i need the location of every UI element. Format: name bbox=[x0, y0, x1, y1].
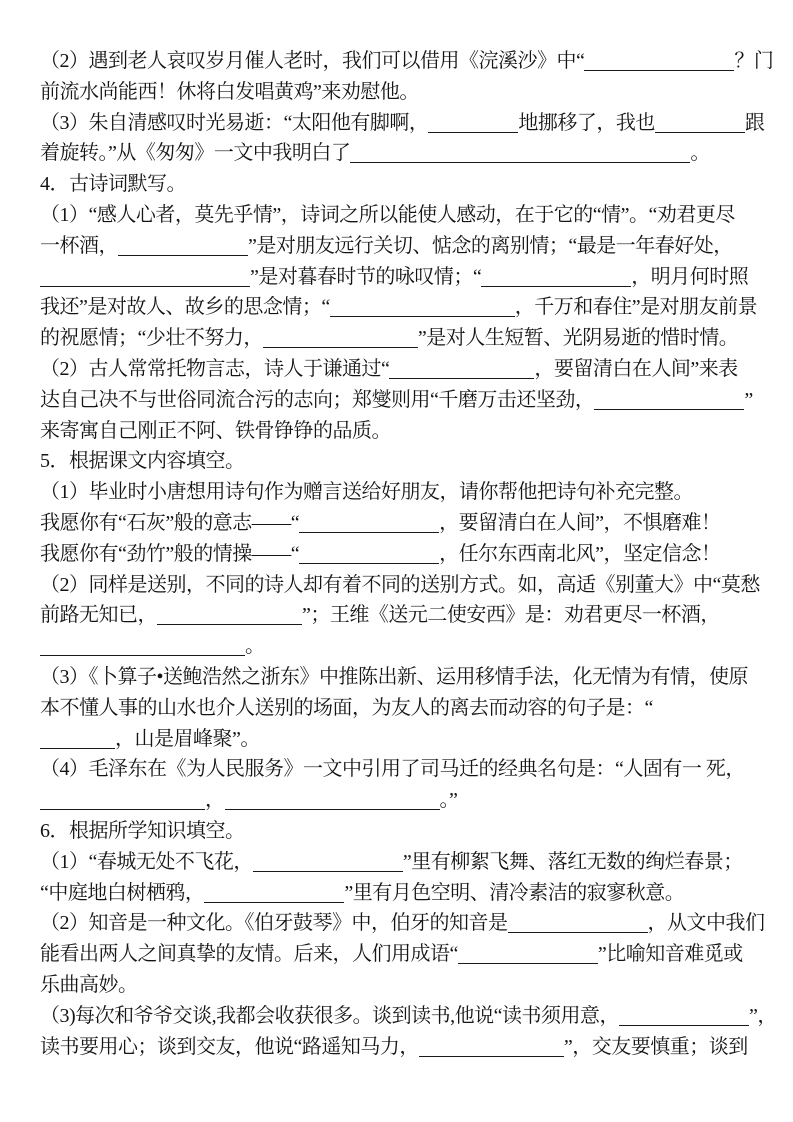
fill-in-blank bbox=[389, 361, 534, 379]
text-line bbox=[40, 385, 765, 416]
fill-in-blank bbox=[299, 546, 439, 564]
text-run: 一杯酒， bbox=[40, 234, 118, 257]
text-run: 地挪移了，我也 bbox=[518, 111, 655, 134]
text-run: ”是对暮春时节的咏叹情；“ bbox=[250, 265, 482, 288]
text-run: 的祝愿情；“少壮不努力， bbox=[40, 327, 263, 350]
text-line bbox=[40, 1001, 777, 1032]
text-run: （2）古人常常托物言志，诗人于谦通过“ bbox=[40, 357, 390, 380]
fill-in-blank bbox=[508, 915, 648, 933]
text-run: 读书要用心；谈到交友，他说“路遥知马力， bbox=[40, 1035, 419, 1058]
text-line bbox=[40, 354, 765, 385]
text-line bbox=[40, 908, 765, 939]
text-line bbox=[40, 724, 765, 755]
fill-in-blank bbox=[40, 792, 205, 810]
fill-in-blank bbox=[619, 1008, 749, 1026]
text-run: 来寄寓自己刚正不阿、铁骨铮铮的品质。 bbox=[40, 419, 391, 442]
text-run: ”里有柳絮飞舞、落红无数的绚烂春景； bbox=[402, 850, 743, 873]
text-run: 5．根据课文内容填空。 bbox=[40, 450, 245, 473]
fill-in-blank bbox=[428, 115, 518, 133]
text-line bbox=[40, 878, 765, 909]
text-line bbox=[40, 200, 765, 231]
text-run: （2）同样是送别，不同的诗人却有着不同的送别方式。如，高适《别董大》中“莫愁 bbox=[40, 573, 760, 596]
text-run: ，要留清白在人间”，不惧磨难！ bbox=[439, 511, 721, 534]
fill-in-blank bbox=[40, 731, 115, 749]
text-run: 本不懂人事的山水也介人送别的场面，为友人的离去而动容的句子是：“ bbox=[40, 696, 653, 719]
text-line bbox=[40, 508, 765, 539]
text-run: ， bbox=[205, 789, 225, 812]
text-line bbox=[40, 46, 774, 77]
fill-in-blank bbox=[419, 1039, 564, 1057]
text-run: 。 bbox=[690, 142, 710, 165]
text-run: （4）毛泽东在《为人民服务》一文中引用了司马迁的经典名句是：“人固有一 死， bbox=[40, 758, 745, 781]
text-line bbox=[40, 847, 765, 878]
text-run: ”是对朋友远行关切、惦念的离别情；“最是一年春好处， bbox=[248, 234, 733, 257]
text-line bbox=[40, 816, 765, 847]
text-line bbox=[40, 108, 765, 139]
fill-in-blank bbox=[225, 792, 440, 810]
text-line bbox=[40, 477, 765, 508]
text-run: 6．根据所学知识填空。 bbox=[40, 819, 245, 842]
fill-in-blank bbox=[584, 53, 734, 71]
text-run: （1）“感人心者，莫先乎情”，诗词之所以能使人感动，在于它的“情”。“劝君更尽 bbox=[40, 203, 735, 226]
fill-in-blank bbox=[40, 638, 245, 656]
text-line bbox=[40, 77, 765, 108]
text-run: （1）“春城无处不飞花， bbox=[40, 850, 253, 873]
text-run: （3）朱自清感叹时光易逝：“太阳他有脚啊， bbox=[40, 111, 429, 134]
fill-in-blank bbox=[263, 330, 418, 348]
text-line bbox=[40, 754, 765, 785]
text-line bbox=[40, 970, 765, 1001]
text-run: ”里有月色空明、清冷素洁的寂寥秋意。 bbox=[344, 881, 685, 904]
text-line bbox=[40, 785, 765, 816]
text-run: ”是对人生短暂、光阴易逝的惜时情。 bbox=[417, 327, 739, 350]
text-run: “中庭地白树栖鸦， bbox=[40, 881, 205, 904]
text-run: （2）知音是一种文化。《伯牙鼓琴》中，伯牙的知音是 bbox=[40, 912, 508, 935]
text-line bbox=[40, 631, 765, 662]
text-line bbox=[40, 539, 765, 570]
text-run: 能看出两人之间真挚的友情。后来，人们用成语“ bbox=[40, 943, 458, 966]
fill-in-blank bbox=[655, 115, 745, 133]
text-run: ，要留清白在人间”来表 bbox=[534, 357, 738, 380]
text-line bbox=[40, 570, 765, 601]
text-line bbox=[40, 600, 765, 631]
text-line bbox=[40, 1032, 765, 1063]
text-run: （3）《卜算子•送鲍浩然之浙东》中推陈出新、运用移情手法，化无情为有情，使原 bbox=[40, 665, 749, 688]
fill-in-blank bbox=[157, 607, 302, 625]
fill-in-blank bbox=[253, 854, 403, 872]
text-run: 。 bbox=[245, 635, 265, 658]
text-run: ，山是眉峰聚”。 bbox=[115, 727, 260, 750]
text-run: 我愿你有“石灰”般的意志——“ bbox=[40, 511, 300, 534]
text-run: ”，交友要慎重；谈到 bbox=[563, 1035, 748, 1058]
fill-in-blank bbox=[350, 145, 690, 163]
text-run: 。” bbox=[439, 789, 458, 812]
text-line bbox=[40, 138, 765, 169]
text-run: （3)每次和爷爷交谈,我都会收获很多。谈到读书,他说“读书须用意， bbox=[40, 1004, 620, 1027]
fill-in-blank bbox=[204, 885, 344, 903]
text-run: 前路无知已， bbox=[40, 604, 157, 627]
fill-in-blank bbox=[40, 269, 250, 287]
text-line bbox=[40, 292, 765, 323]
text-run: ”比喻知音难觅或 bbox=[597, 943, 743, 966]
text-line bbox=[40, 662, 765, 693]
fill-in-blank bbox=[458, 946, 598, 964]
text-run: ”；王维《送元二使安西》是：劝君更尽一杯酒， bbox=[302, 604, 720, 627]
fill-in-blank bbox=[118, 238, 248, 256]
text-line bbox=[40, 231, 765, 262]
text-line bbox=[40, 446, 765, 477]
text-line bbox=[40, 323, 765, 354]
text-run: 前流水尚能西！休将白发唱黄鸡”来劝慰他。 bbox=[40, 80, 419, 103]
fill-in-blank bbox=[330, 299, 515, 317]
text-line bbox=[40, 262, 765, 293]
text-line bbox=[40, 939, 765, 970]
text-run: 我还”是对故人、故乡的思念情；“ bbox=[40, 296, 330, 319]
text-run: 跟 bbox=[744, 111, 765, 134]
text-run: ，千万和春住”是对朋友前景 bbox=[514, 296, 758, 319]
text-run: ，任尔东西南北风”，坚定信念！ bbox=[439, 542, 721, 565]
text-run: 乐曲高妙。 bbox=[40, 973, 138, 996]
text-run: 着旋转。”从《匆匆》一文中我明白了 bbox=[40, 142, 351, 165]
text-run: ”， bbox=[749, 1004, 777, 1027]
text-line bbox=[40, 169, 765, 200]
text-run: （1）毕业时小唐想用诗句作为赠言送给好朋友，请你帮他把诗句补充完整。 bbox=[40, 481, 693, 504]
text-run: （2）遇到老人哀叹岁月催人老时，我们可以借用《浣溪沙》中“ bbox=[40, 50, 585, 72]
text-line bbox=[40, 416, 765, 447]
text-run: ，明月何时照 bbox=[631, 265, 749, 288]
text-run: 4．古诗词默写。 bbox=[40, 173, 186, 196]
fill-in-blank bbox=[481, 269, 631, 287]
text-run: ？门 bbox=[734, 50, 774, 72]
text-run: 达自己决不与世俗同流合污的志向；郑燮则用“千磨万击还坚劲， bbox=[40, 388, 595, 411]
worksheet-lines bbox=[40, 46, 777, 1062]
text-run: 我愿你有“劲竹”般的情操——“ bbox=[40, 542, 300, 565]
text-line bbox=[40, 693, 765, 724]
text-run: ，从文中我们 bbox=[647, 912, 765, 935]
fill-in-blank bbox=[594, 392, 744, 410]
fill-in-blank bbox=[299, 515, 439, 533]
text-run: ” bbox=[744, 388, 753, 411]
